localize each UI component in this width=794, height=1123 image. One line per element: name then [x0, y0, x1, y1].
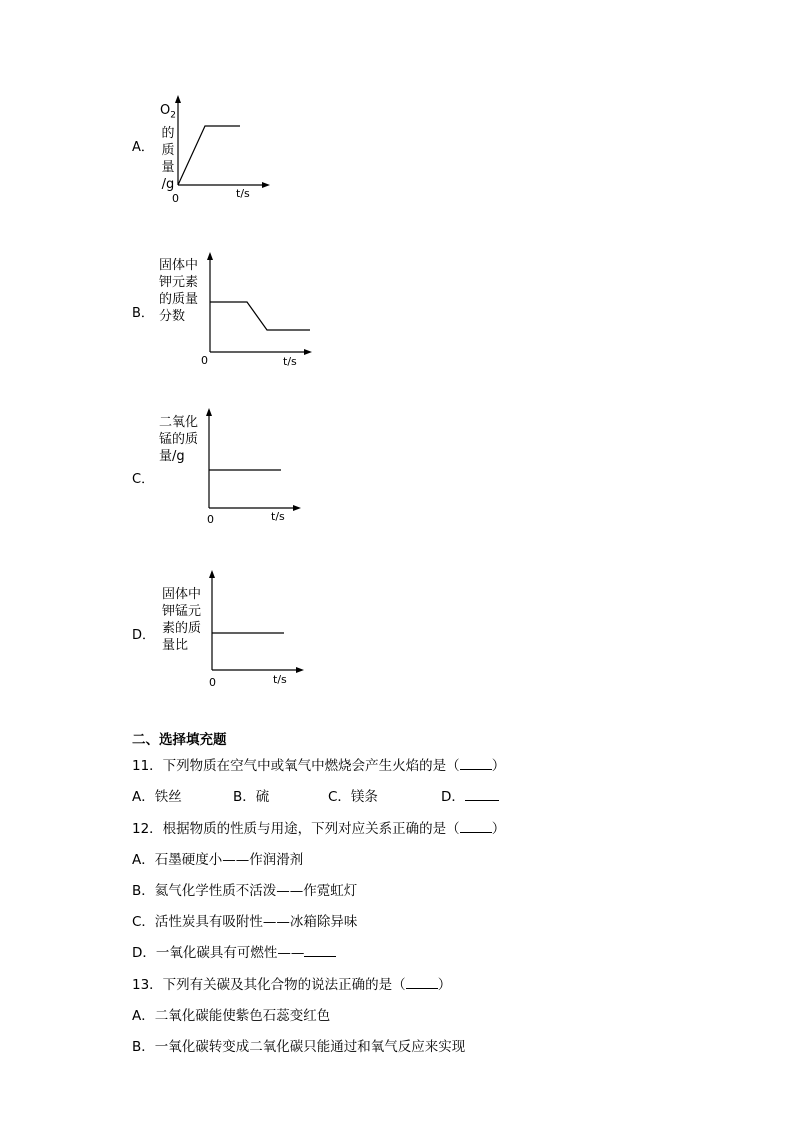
graph-d-ylabel-line: 钾锰元 [162, 604, 202, 619]
graph-c-ylabel-line: 锰的质 [159, 432, 199, 447]
graph-a-xlabel: t/s [236, 187, 250, 200]
graph-d-y-arrow [209, 570, 215, 578]
q12-option-c: C．活性炭具有吸附性——冰箱除异味 [132, 914, 358, 930]
graph-a-x-arrow [262, 182, 270, 188]
q12-stem-end: ） [491, 821, 506, 837]
q13-option-b: B．一氧化碳转变成二氧化碳只能通过和氧气反应来实现 [132, 1039, 466, 1055]
graph-b-ylabel-line: 钾元素 [159, 275, 199, 290]
graph-a-ylabel-line: /g [161, 176, 175, 192]
q11-blank [460, 755, 492, 770]
graph-b-x-arrow [304, 349, 312, 355]
q11-option-a: A．铁丝 [132, 789, 182, 805]
q13-stem [132, 973, 451, 993]
graph-d-ylabel-line: 量比 [162, 638, 189, 653]
graph-b-ylabel-line: 的质量 [159, 292, 199, 307]
option-c-label: C． [132, 472, 155, 487]
graph-b-plot [202, 252, 312, 352]
graph-a-ylabel-line: 的 [161, 125, 175, 141]
graph-c-origin: 0 [207, 513, 214, 526]
graph-b-ylabel [159, 257, 198, 325]
q12-blank [460, 818, 492, 833]
graph-b-origin: 0 [201, 354, 208, 367]
graph-b-ylabel-line: 固体中 [159, 258, 199, 273]
q12-stem-text: 12．根据物质的性质与用途，下列对应关系正确的是（ [132, 821, 460, 837]
q13-blank [406, 974, 438, 989]
graph-c-ylabel [159, 414, 198, 465]
option-a-label: A． [132, 140, 154, 155]
graph-a-ylabel-line: 量 [161, 159, 175, 175]
graph-d-ylabel [162, 586, 201, 654]
q11-stem-end: ） [491, 758, 506, 774]
q13-stem-text: 13．下列有关碳及其化合物的说法正确的是（ [132, 977, 406, 993]
graph-c-xlabel: t/s [271, 510, 285, 523]
q11-option-d [441, 785, 499, 805]
graph-c-plot [201, 408, 301, 508]
q12-option-d [132, 941, 336, 961]
graph-b-y-arrow [207, 252, 213, 260]
graph-a-plot [170, 95, 270, 195]
q11-stem [132, 754, 505, 774]
q11-option-b: B．硫 [233, 789, 270, 805]
q12-option-d-blank [304, 942, 336, 957]
graph-d-xlabel: t/s [273, 673, 287, 686]
graph-b-ylabel-line: 分数 [159, 309, 186, 324]
q12-option-b: B．氦气化学性质不活泼——作霓虹灯 [132, 883, 358, 899]
q13-option-a: A．二氧化碳能使紫色石蕊变红色 [132, 1008, 331, 1024]
graph-b-xlabel: t/s [283, 355, 297, 368]
option-b-label: B． [132, 306, 154, 321]
graph-c-x-arrow [293, 505, 301, 511]
graph-d-ylabel-line: 固体中 [162, 587, 202, 602]
q12-option-d-text: D．一氧化碳具有可燃性—— [132, 945, 305, 961]
graph-d-x-arrow [296, 667, 304, 673]
graph-a-y-arrow [175, 95, 181, 103]
graph-a-origin: 0 [172, 192, 179, 205]
graph-b-curve [210, 302, 310, 330]
graph-a-ylabel-line: 质 [161, 142, 175, 158]
q13-stem-end: ） [437, 977, 452, 993]
graph-a-ylabel-o2: $O_2$ [160, 103, 176, 121]
option-d-label: D． [132, 628, 156, 643]
graph-d-plot [204, 570, 304, 670]
graph-d-ylabel-line: 素的质 [162, 621, 202, 636]
graph-c-ylabel-line: 二氧化 [159, 415, 199, 430]
q12-option-a: A．石墨硬度小——作润滑剂 [132, 852, 304, 868]
graph-d-origin: 0 [209, 676, 216, 689]
q11-option-d-text: D． [441, 789, 465, 805]
q11-option-c: C．镁条 [328, 789, 378, 805]
graph-c-y-arrow [206, 408, 212, 416]
q12-stem [132, 817, 505, 837]
graph-a-curve [178, 126, 240, 185]
q11-stem-text: 11．下列物质在空气中或氧气中燃烧会产生火焰的是（ [132, 758, 460, 774]
graph-c-ylabel-line: 量/g [159, 449, 185, 464]
section-title: 二、选择填充题 [132, 732, 227, 748]
q11-option-d-blank [465, 786, 499, 801]
